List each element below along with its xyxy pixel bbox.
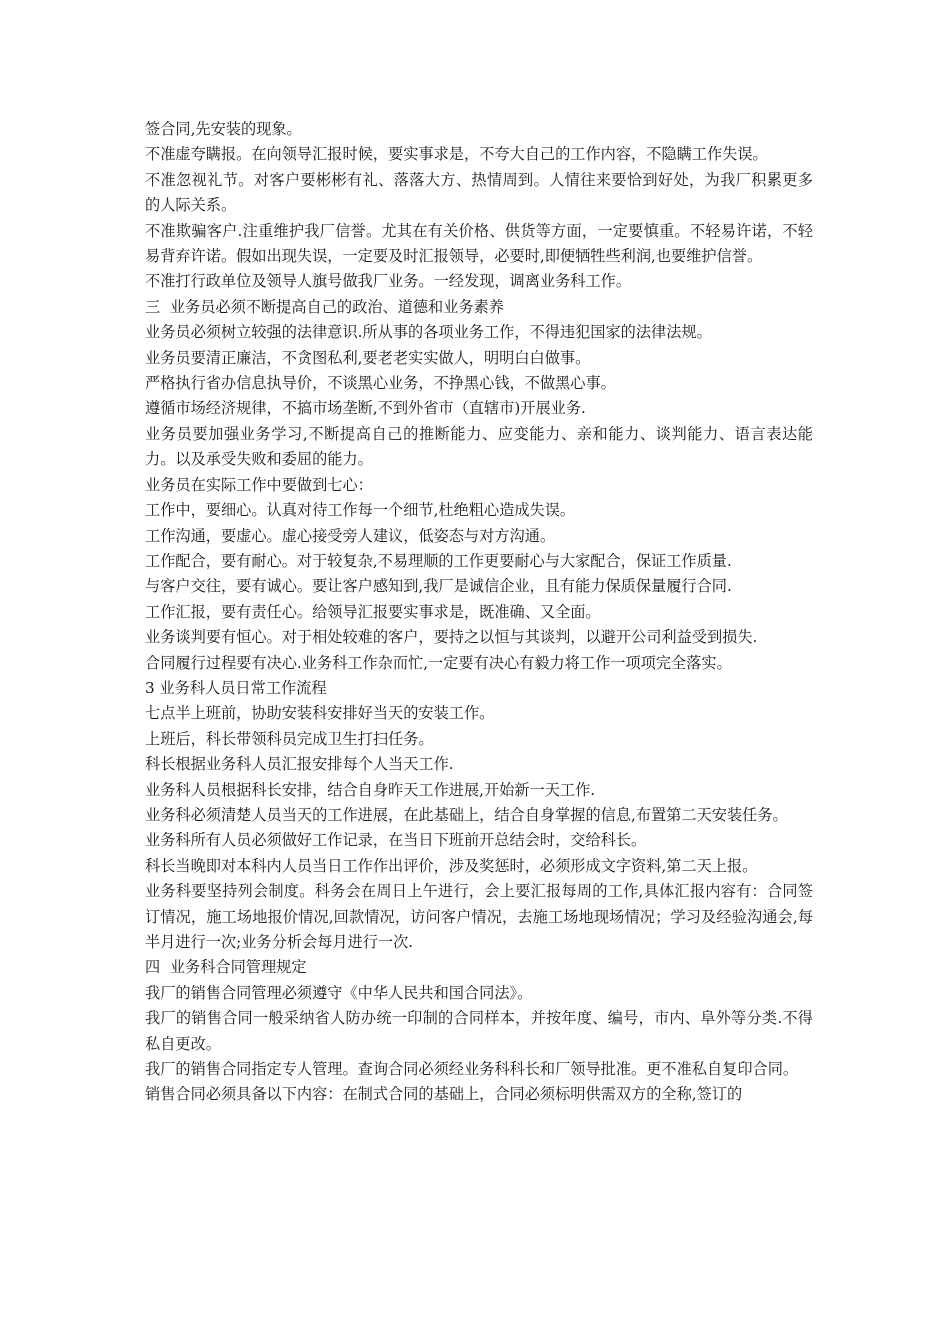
paragraph: 业务员在实际工作中要做到七心： — [145, 475, 373, 494]
paragraph: 业务科必须清楚人员当天的工作进展，在此基础上，结合自身掌握的信息,布置第二天安装任务。 — [145, 805, 788, 824]
paragraph: 销售合同必须具备以下内容：在制式合同的基础上，合同必须标明供需双方的全称,签订的 — [145, 1085, 743, 1104]
section-heading: 四 业务科合同管理规定 — [145, 958, 307, 977]
document-body — [145, 117, 813, 1108]
paragraph: 不准欺骗客户.注重维护我厂信誉。尤其在有关价格、供货等方面，一定要慎重。不轻易许诺，不轻易背弃许诺。假如出现失误，一定要及时汇报领导，必要时,即便牺牲些利润,也要维护信誉。 — [145, 221, 813, 266]
paragraph: 科长当晚即对本科内人员当日工作作出评价，涉及奖惩时，必须形成文字资料,第二天上报。 — [145, 856, 758, 875]
paragraph: 工作沟通，要虚心。虚心接受旁人建议，低姿态与对方沟通。 — [145, 526, 556, 545]
section-heading: 3 业务科人员日常工作流程 — [145, 678, 327, 697]
paragraph: 科长根据业务科人员汇报安排每个人当天工作. — [145, 755, 454, 774]
paragraph: 与客户交往，要有诚心。要让客户感知到,我厂是诚信企业，且有能力保质保量履行合同. — [145, 577, 732, 596]
paragraph: 业务科要坚持列会制度。科务会在周日上午进行，会上要汇报每周的工作,具体汇报内容有：合同签订情况，施工场地报价情况,回款情况，访问客户情况，去施工场地现场情况；学习及经验沟通会,每半月进行一次;业务分析会每月进行一次. — [145, 882, 813, 951]
paragraph: 我厂的销售合同指定专人管理。查询合同必须经业务科科长和厂领导批准。更不准私自复印合同。 — [145, 1060, 799, 1079]
paragraph: 签合同,先安装的现象。 — [145, 120, 302, 138]
paragraph: 我厂的销售合同管理必须遵守《中华人民共和国合同法》。 — [145, 983, 533, 1002]
paragraph: 工作配合，要有耐心。对于较复杂,不易理顺的工作更要耐心与大家配合，保证工作质量. — [145, 551, 732, 570]
paragraph: 不准打行政单位及领导人旗号做我厂业务。一经发现，调离业务科工作。 — [145, 272, 631, 291]
section-heading: 三 业务员必须不断提高自己的政治、道德和业务素养 — [145, 297, 504, 316]
paragraph: 严格执行省办信息执导价，不谈黑心业务，不挣黑心钱，不做黑心事。 — [145, 374, 616, 393]
paragraph: 上班后，科长带领科员完成卫生打扫任务。 — [145, 729, 434, 748]
paragraph: 业务员必须树立较强的法律意识.所从事的各项业务工作，不得违犯国家的法律法规。 — [145, 323, 712, 342]
paragraph: 我厂的销售合同一般采纳省人防办统一印制的合同样本，并按年度、编号，市内、阜外等分类.不得私自更改。 — [145, 1009, 813, 1053]
paragraph: 工作汇报，要有责任心。给领导汇报要实事求是，既准确、又全面。 — [145, 602, 601, 621]
paragraph: 不准虚夸瞒报。在向领导汇报时候，要实事求是，不夸大自己的工作内容，不隐瞒工作失误。 — [145, 145, 768, 164]
paragraph: 遵循市场经济规律，不搞市场垄断,不到外省市（直辖市)开展业务. — [145, 399, 586, 418]
paragraph: 七点半上班前，协助安装科安排好当天的安装工作。 — [145, 704, 495, 723]
paragraph: 合同履行过程要有决心.业务科工作杂而忙,一定要有决心有毅力将工作一项项完全落实。 — [145, 653, 732, 672]
paragraph: 业务谈判要有恒心。对于相处较难的客户，要持之以恒与其谈判，以避开公司利益受到损失. — [145, 628, 758, 647]
paragraph: 不准忽视礼节。对客户要彬彬有礼、落落大方、热情周到。人情往来要恰到好处，为我厂积累更多的人际关系。 — [145, 170, 813, 215]
paragraph: 业务员要加强业务学习,不断提高自己的推断能力、应变能力、亲和能力、谈判能力、语言表达能力。以及承受失败和委屈的能力。 — [145, 424, 813, 469]
paragraph: 工作中，要细心。认真对待工作每一个细节,杜绝粗心造成失误。 — [145, 501, 576, 520]
paragraph: 业务员要清正廉洁，不贪图私利,要老老实实做人，明明白白做事。 — [145, 348, 591, 367]
paragraph: 业务科人员根据科长安排，结合自身昨天工作进展,开始新一天工作. — [145, 780, 596, 799]
paragraph: 业务科所有人员必须做好工作记录，在当日下班前开总结会时，交给科长。 — [145, 831, 647, 850]
